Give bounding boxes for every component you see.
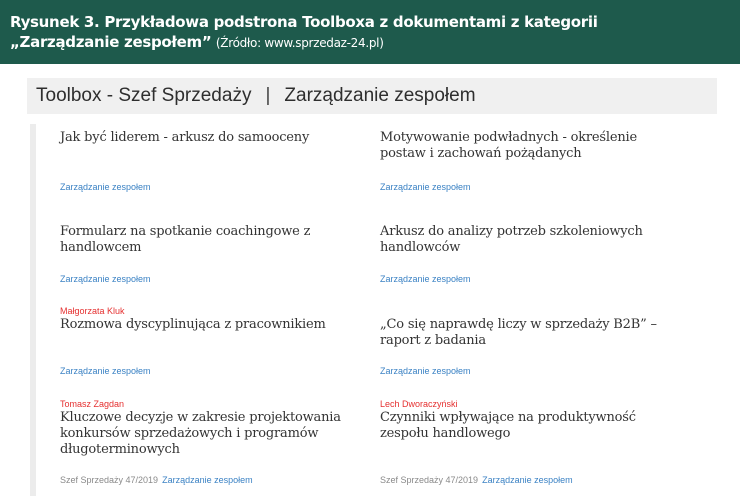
author-name[interactable]: Lech Dworaczyński	[380, 399, 458, 409]
document-title[interactable]: Motywowanie podwładnych - określenie postaw i zachowań pożądanych	[380, 130, 637, 161]
document-card[interactable]	[60, 305, 360, 376]
toolbox-header	[27, 78, 717, 114]
category-link[interactable]: Zarządzanie zespołem	[380, 182, 471, 192]
caption-line-1: Rysunek 3. Przykładowa podstrona Toolboxa z dokumentami z kategorii	[10, 13, 598, 31]
document-card[interactable]	[380, 305, 680, 376]
category-link[interactable]: Zarządzanie zespołem	[482, 475, 573, 485]
document-card[interactable]	[380, 130, 680, 192]
category-link[interactable]: Zarządzanie zespołem	[380, 274, 471, 284]
document-title[interactable]: Kluczowe decyzje w zakresie projektowania konkursów sprzedażowych i programów długoterminowych	[60, 410, 341, 457]
issue-label: Szef Sprzedaży 47/2019	[60, 475, 159, 485]
category-link[interactable]: Zarządzanie zespołem	[60, 366, 151, 376]
document-card[interactable]	[380, 398, 680, 485]
document-title[interactable]: Arkusz do analizy potrzeb szkoleniowych handlowców	[380, 224, 643, 255]
category-link[interactable]: Zarządzanie zespołem	[60, 182, 151, 192]
document-meta	[60, 474, 253, 486]
issue-label: Szef Sprzedaży 47/2019	[380, 475, 479, 485]
caption-category: „Zarządzanie zespołem”	[10, 33, 212, 51]
author-name[interactable]: Małgorzata Kluk	[60, 306, 125, 316]
category-link[interactable]: Zarządzanie zespołem	[60, 274, 151, 284]
author-name[interactable]	[380, 305, 680, 317]
author-name[interactable]: Tomasz Zagdan	[60, 399, 125, 409]
document-card[interactable]	[380, 224, 680, 284]
document-title[interactable]: „Co się naprawdę liczy w sprzedaży B2B” – raport z badania	[380, 317, 657, 348]
document-title[interactable]: Formularz na spotkanie coachingowe z handlowcem	[60, 224, 311, 255]
document-meta	[380, 474, 573, 486]
document-title[interactable]: Rozmowa dyscyplinująca z pracownikiem	[60, 317, 326, 332]
category-title: Zarządzanie zespołem	[284, 85, 476, 106]
left-rule	[30, 124, 36, 496]
figure-caption	[0, 0, 740, 64]
document-card[interactable]	[60, 130, 360, 192]
site-title[interactable]: Toolbox - Szef Sprzedaży	[36, 85, 252, 106]
document-card[interactable]	[60, 398, 360, 485]
header-separator: |	[265, 85, 271, 106]
caption-source: (Źródło: www.sprzedaz-24.pl)	[215, 36, 384, 50]
document-title[interactable]: Jak być liderem - arkusz do samooceny	[60, 130, 310, 145]
document-title[interactable]: Czynniki wpływające na produktywność zespołu handlowego	[380, 410, 636, 441]
category-link[interactable]: Zarządzanie zespołem	[380, 366, 471, 376]
category-link[interactable]: Zarządzanie zespołem	[162, 475, 253, 485]
document-card[interactable]	[60, 224, 360, 284]
